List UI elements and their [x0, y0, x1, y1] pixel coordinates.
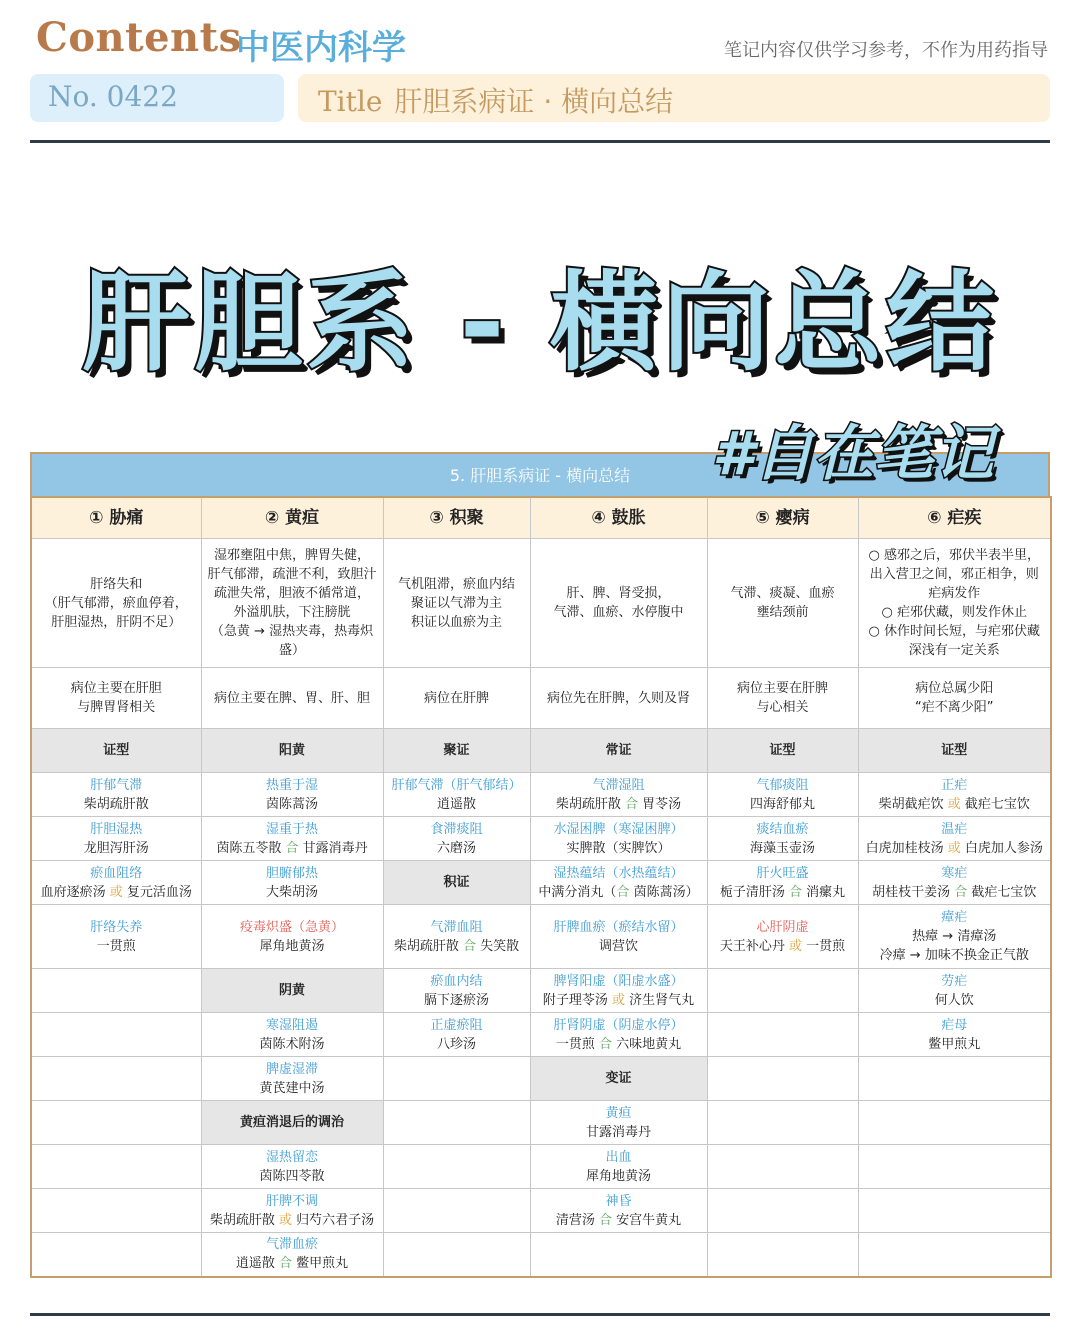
table-row: [31, 861, 1051, 905]
table-row: [31, 1189, 1051, 1233]
prescription: 犀角地黄汤: [585, 1168, 651, 1184]
prescription: 六味地黄丸: [616, 1036, 682, 1052]
prescription: 柴胡疏肝散: [209, 1212, 275, 1228]
header-note: 笔记内容仅供学习参考，不作为用药指导: [724, 40, 1048, 61]
section-header: 证型: [858, 729, 1051, 773]
section-header: 聚证: [383, 729, 530, 773]
syndrome-name: 正虚瘀阻: [430, 1017, 483, 1033]
conjunction: 合: [624, 796, 638, 812]
prescription: 鳖甲煎丸: [296, 1256, 349, 1272]
title-line: [318, 80, 673, 120]
col-header: ② 黄疸: [201, 497, 383, 539]
text-line: 肝络失和: [90, 576, 143, 592]
text-line: 病位主要在肝脾: [736, 681, 828, 696]
prescription: 柴胡疏肝散: [555, 796, 621, 812]
syndrome-cell: [530, 1189, 707, 1233]
text-line: 壅结颈前: [756, 605, 809, 620]
prescription: 中满分消丸（: [538, 884, 617, 900]
syndrome-cell: [858, 1013, 1051, 1057]
prescription: 安宫牛黄丸: [616, 1212, 682, 1228]
pathogenesis-cell: [707, 539, 858, 668]
table-row: [31, 905, 1051, 969]
syndrome-name: 黄疸: [605, 1105, 632, 1121]
syndrome-cell: [31, 773, 201, 817]
conjunction: 合: [462, 938, 476, 954]
location-row: [31, 668, 1051, 729]
prescription: 逍遥散: [436, 796, 476, 812]
prescription: 甘露消毒丹: [585, 1124, 651, 1140]
prescription: 鳖甲煎丸: [928, 1036, 981, 1052]
prescription: 柴胡疏肝散: [393, 938, 459, 954]
empty-cell: [858, 1145, 1051, 1189]
prescription: 济生肾气丸: [629, 992, 695, 1008]
top-rule: [30, 140, 1050, 143]
prescription: 茵陈蒿汤）: [633, 884, 699, 900]
text-line: ○ 疟邪伏藏，则发作休止: [881, 605, 1027, 620]
syndrome-cell: [383, 905, 530, 969]
empty-cell: [858, 1101, 1051, 1145]
syndrome-name: 劳疟: [941, 973, 968, 989]
table-row: [31, 1233, 1051, 1277]
prescription: 六磨汤: [436, 840, 476, 856]
conjunction: 合: [598, 1036, 612, 1052]
pathogenesis-cell: [383, 539, 530, 668]
empty-cell: [31, 1101, 201, 1145]
syndrome-name: 脾肾阳虚（阳虚水盛）: [553, 973, 684, 989]
empty-cell: [707, 1101, 858, 1145]
empty-cell: [31, 1233, 201, 1277]
table-caption: 5. 肝胆系病证 - 横向总结: [30, 452, 1050, 496]
syndrome-name: 食滞痰阻: [430, 821, 483, 837]
syndrome-name: 正疟: [941, 777, 968, 793]
conjunction: 合: [788, 884, 802, 900]
prescription: 四海舒郁丸: [749, 796, 815, 812]
table-row: [31, 969, 1051, 1013]
syndrome-name: 脾虚湿滞: [265, 1061, 318, 1077]
syndrome-cell: [707, 861, 858, 905]
empty-cell: [707, 1145, 858, 1189]
prescription: 何人饮: [934, 992, 974, 1008]
syndrome-name: 温疟: [941, 821, 968, 837]
conjunction: 或: [947, 840, 961, 856]
syndrome-name: 寒湿阻遏: [265, 1017, 318, 1033]
syndrome-cell: [201, 1057, 383, 1101]
syndrome-name: 瘴疟: [941, 910, 968, 925]
syndrome-cell: [707, 905, 858, 969]
prescription: 血府逐瘀汤: [40, 884, 106, 900]
syndrome-cell: [858, 861, 1051, 905]
syndrome-cell: [201, 817, 383, 861]
col-header: ⑤ 瘿病: [707, 497, 858, 539]
syndrome-cell: [530, 1101, 707, 1145]
location-cell: [201, 668, 383, 729]
section-header: 证型: [31, 729, 201, 773]
text-line: 疏泄失常，胆液不循常道，: [213, 586, 370, 601]
conjunction: 合: [285, 840, 299, 856]
syndrome-name: 水湿困脾（寒湿困脾）: [553, 821, 684, 837]
prescription: 栀子清肝汤: [719, 884, 785, 900]
prescription: 海藻玉壶汤: [749, 840, 815, 856]
empty-cell: [383, 1145, 530, 1189]
prescription: 热瘴 → 清瘴汤: [912, 929, 997, 944]
syndrome-name: 湿热留恋: [265, 1149, 318, 1165]
text-line: 疟病发作: [928, 586, 981, 601]
syndrome-name: 气滞血阻: [430, 919, 483, 935]
syndrome-cell: [530, 969, 707, 1013]
prescription: 冷瘴 → 加味不换金正气散: [879, 948, 1029, 963]
syndrome-name: 肝脾不调: [265, 1193, 318, 1209]
syndrome-name: 胆腑郁热: [265, 865, 318, 881]
prescription: 附子理苓汤: [542, 992, 608, 1008]
text-line: 气滞、痰凝、血瘀: [730, 586, 835, 601]
pathogenesis-cell: [201, 539, 383, 668]
title-box: [298, 74, 1050, 122]
location-cell: [707, 668, 858, 729]
table-row: [31, 1057, 1051, 1101]
prescription: 截疟七宝饮: [971, 884, 1037, 900]
syndrome-cell: [201, 773, 383, 817]
col-header: ① 胁痛: [31, 497, 201, 539]
text-line: 肝气郁滞，疏泄不利，致胆汁: [207, 567, 377, 582]
syndrome-name: 气滞湿阻: [592, 777, 645, 793]
syndrome-name: 肝脾血瘀（瘀结水留）: [553, 919, 684, 935]
text-line: ○ 感邪之后，邪伏半表半里，: [868, 548, 1040, 563]
syndrome-name: 寒疟: [941, 865, 968, 881]
text-line: 病位在肝脾: [423, 690, 489, 706]
section-header: 证型: [707, 729, 858, 773]
prescription: 逍遥散: [235, 1256, 275, 1272]
empty-cell: [858, 1233, 1051, 1277]
prescription: 黄芪建中汤: [259, 1080, 325, 1096]
syndrome-name: 湿热蕴结（水热蕴结）: [553, 865, 684, 881]
table-row: [31, 1101, 1051, 1145]
empty-cell: [858, 1189, 1051, 1233]
prescription: 失笑散: [480, 938, 520, 954]
syndrome-cell: [530, 861, 707, 905]
location-cell: [383, 668, 530, 729]
text-line: 湿邪壅阻中焦，脾胃失健，: [213, 548, 370, 563]
prescription: 调营饮: [598, 938, 638, 954]
conjunction: 合: [954, 884, 968, 900]
text-line: 病位先在肝脾，久则及肾: [546, 690, 690, 706]
empty-cell: [707, 969, 858, 1013]
empty-cell: [31, 1145, 201, 1189]
header-subject: 中医内科学: [236, 28, 406, 68]
text-line: 聚证以气滞为主: [410, 595, 502, 611]
text-line: 出入营卫之间，邪正相争，则: [869, 567, 1039, 582]
syndrome-cell: [530, 905, 707, 969]
syndrome-name: 肝胆湿热: [90, 821, 143, 837]
syndrome-name: 痰结血瘀: [756, 821, 809, 837]
empty-cell: [858, 1057, 1051, 1101]
text-line: “疟不离少阳”: [915, 700, 994, 715]
location-cell: [31, 668, 201, 729]
syndrome-name: 肝肾阴虚（阴虚水停）: [553, 1017, 684, 1033]
prescription: 实脾散（实脾饮）: [566, 840, 671, 856]
empty-cell: [31, 1189, 201, 1233]
prescription: 八珍汤: [436, 1036, 476, 1052]
empty-cell: [707, 1013, 858, 1057]
location-cell: [530, 668, 707, 729]
empty-cell: [707, 1057, 858, 1101]
section-header: 阳黄: [201, 729, 383, 773]
prescription: 截疟七宝饮: [964, 796, 1030, 812]
text-line: 病位主要在肝胆: [70, 681, 162, 696]
prescription: 犀角地黄汤: [259, 938, 325, 954]
syndrome-name: 瘀血内结: [430, 973, 483, 989]
section-header: 积证: [383, 861, 530, 905]
syndrome-name: 肝郁气滞: [90, 777, 143, 793]
summary-grid: [30, 496, 1052, 1278]
section-header: 黄疸消退后的调治: [201, 1101, 383, 1145]
big-title: 肝胆系 - 横向总结: [81, 261, 999, 386]
syndrome-cell: [707, 773, 858, 817]
syndrome-cell: [383, 773, 530, 817]
syndrome-cell: [201, 1145, 383, 1189]
pathogenesis-row: [31, 539, 1051, 668]
prescription: 茵陈五苓散: [216, 840, 282, 856]
pathogenesis-cell: [31, 539, 201, 668]
pathogenesis-cell: [530, 539, 707, 668]
bottom-rule: [30, 1313, 1050, 1316]
syndrome-name: 肝郁气滞（肝气郁结）: [391, 777, 522, 793]
prescription: 消瘰丸: [806, 884, 846, 900]
syndrome-cell: [858, 969, 1051, 1013]
title-text: 肝胆系病证 · 横向总结: [394, 85, 674, 118]
section-row: [31, 729, 1051, 773]
conjunction: 合: [598, 1212, 612, 1228]
syndrome-cell: [201, 1189, 383, 1233]
syndrome-cell: [530, 773, 707, 817]
text-line: （急黄 → 湿热夹毒，热毒炽盛）: [210, 624, 374, 658]
text-line: 气机阻滞，瘀血内结: [397, 576, 515, 592]
syndrome-cell: [858, 817, 1051, 861]
syndrome-cell: [530, 817, 707, 861]
conjunction: 或: [278, 1212, 292, 1228]
syndrome-cell: [201, 1233, 383, 1277]
syndrome-name: 疫毒炽盛（急黄）: [239, 919, 344, 935]
empty-cell: [31, 1057, 201, 1101]
syndrome-cell: [201, 1013, 383, 1057]
text-line: （肝气郁滞，瘀血停着，: [44, 595, 188, 611]
col-header: ③ 积聚: [383, 497, 530, 539]
col-header: ⑥ 疟疾: [858, 497, 1051, 539]
empty-cell: [383, 1189, 530, 1233]
prescription: 白虎加人参汤: [964, 840, 1043, 856]
prescription: 白虎加桂枝汤: [865, 840, 944, 856]
syndrome-cell: [707, 817, 858, 861]
table-row: [31, 1013, 1051, 1057]
text-line: 深浅有一定关系: [908, 643, 1000, 658]
pathogenesis-cell: [858, 539, 1051, 668]
prescription: 甘露消毒丹: [302, 840, 368, 856]
conjunction: 或: [947, 796, 961, 812]
conjunction: 或: [611, 992, 625, 1008]
empty-cell: [707, 1189, 858, 1233]
empty-cell: [383, 1057, 530, 1101]
text-line: 与心相关: [756, 700, 809, 715]
table-row: [31, 817, 1051, 861]
text-line: 病位总属少阳: [915, 681, 994, 696]
syndrome-cell: [31, 905, 201, 969]
section-header: 常证: [530, 729, 707, 773]
prescription: 一贯煎: [806, 938, 846, 954]
conjunction: 或: [109, 884, 123, 900]
conjunction: 合: [616, 884, 630, 900]
title-label: Title: [318, 85, 383, 118]
empty-cell: [707, 1233, 858, 1277]
empty-cell: [31, 969, 201, 1013]
number-box: [30, 74, 284, 122]
conjunction: 合: [278, 1256, 292, 1272]
prescription: 柴胡疏肝散: [83, 796, 149, 812]
syndrome-name: 热重于湿: [265, 777, 318, 793]
syndrome-cell: [31, 861, 201, 905]
syndrome-name: 气滞血瘀: [265, 1237, 318, 1253]
syndrome-cell: [530, 1145, 707, 1189]
prescription: 一贯煎: [555, 1036, 595, 1052]
text-line: 与脾胃肾相关: [77, 700, 156, 715]
prescription: 胃苓汤: [642, 796, 682, 812]
section-header: 阴黄: [201, 969, 383, 1013]
syndrome-cell: [383, 817, 530, 861]
syndrome-name: 肝火旺盛: [756, 865, 809, 881]
prescription: 清营汤: [555, 1212, 595, 1228]
prescription: 龙胆泻肝汤: [83, 840, 149, 856]
empty-cell: [31, 1013, 201, 1057]
syndrome-cell: [31, 817, 201, 861]
prescription: 茵陈蒿汤: [265, 796, 318, 812]
prescription: 膈下逐瘀汤: [423, 992, 489, 1008]
table-row: [31, 773, 1051, 817]
prescription: 茵陈术附汤: [259, 1036, 325, 1052]
syndrome-name: 瘀血阻络: [90, 865, 143, 881]
syndrome-cell: [201, 905, 383, 969]
text-line: 气滞、血瘀、水停腹中: [553, 605, 684, 620]
syndrome-cell: [383, 969, 530, 1013]
text-line: 外溢肌肤，下注膀胱: [233, 605, 351, 620]
col-header: ④ 鼓胀: [530, 497, 707, 539]
text-line: 病位主要在脾、胃、肝、胆: [213, 690, 370, 706]
header-contents: Contents: [36, 14, 242, 61]
prescription: 一贯煎: [96, 938, 136, 954]
syndrome-cell: [858, 905, 1051, 969]
syndrome-name: 神昏: [605, 1193, 632, 1209]
prescription: 天王补心丹: [719, 938, 785, 954]
syndrome-cell: [383, 1013, 530, 1057]
syndrome-cell: [530, 1013, 707, 1057]
syndrome-name: 疟母: [941, 1017, 968, 1033]
prescription: 胡桂枝干姜汤: [872, 884, 951, 900]
empty-cell: [530, 1233, 707, 1277]
syndrome-name: 气郁痰阻: [756, 777, 809, 793]
conjunction: 或: [788, 938, 802, 954]
syndrome-name: 心肝阴虚: [756, 919, 809, 935]
column-header-row: [31, 497, 1051, 539]
prescription: 柴胡截疟饮: [878, 796, 944, 812]
number-label: No. 0422: [48, 80, 178, 113]
syndrome-name: 湿重于热: [265, 821, 318, 837]
text-line: ○ 休作时间长短，与疟邪伏藏: [868, 624, 1040, 639]
syndrome-cell: [201, 861, 383, 905]
prescription: 茵陈四苓散: [259, 1168, 325, 1184]
syndrome-cell: [858, 773, 1051, 817]
text-line: 肝、脾、肾受损，: [566, 586, 671, 601]
empty-cell: [383, 1101, 530, 1145]
empty-cell: [383, 1233, 530, 1277]
notebook-tag: #自在笔记: [712, 419, 994, 489]
syndrome-name: 出血: [605, 1149, 632, 1165]
table-row: [31, 1145, 1051, 1189]
text-line: 积证以血瘀为主: [410, 614, 502, 630]
prescription: 归芍六君子汤: [296, 1212, 375, 1228]
summary-table: [30, 452, 1050, 1278]
prescription: 复元活血汤: [126, 884, 192, 900]
location-cell: [858, 668, 1051, 729]
text-line: 肝胆湿热，肝阴不足）: [51, 614, 182, 630]
syndrome-name: 肝络失养: [90, 919, 143, 935]
section-header: 变证: [530, 1057, 707, 1101]
prescription: 大柴胡汤: [265, 884, 318, 900]
